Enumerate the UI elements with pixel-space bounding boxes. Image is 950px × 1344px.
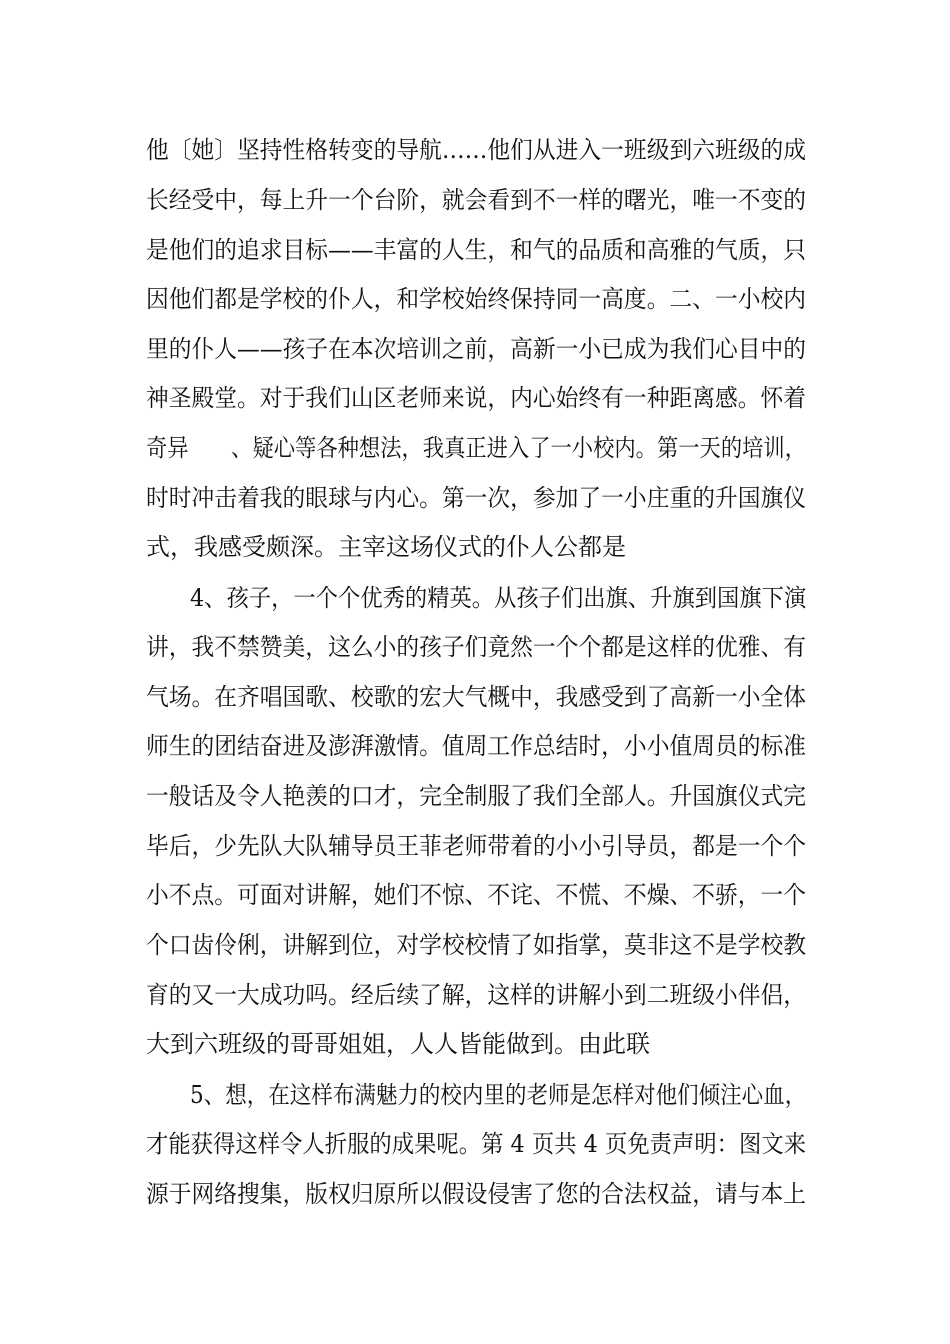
text-line: 一般话及令人艳羡的口才，完全制服了我们全部人。升国旗仪式完 <box>146 782 806 810</box>
text-line: 因他们都是学校的仆人，和学校始终保持同一高度。二、一小校内 <box>146 285 806 313</box>
text-line: 长经受中，每上升一个台阶，就会看到不一样的曙光，唯一不变的 <box>146 186 806 214</box>
text-line: 讲，我不禁赞美，这么小的孩子们竟然一个个都是这样的优雅、有 <box>146 633 806 661</box>
text-line: 是他们的追求目标——丰富的人生，和气的品质和高雅的气质，只 <box>146 236 806 264</box>
text-line: 他〔她〕坚持性格转变的导航……他们从进入一班级到六班级的成 <box>146 136 806 164</box>
paragraph-start-line: 4、孩子，一个个优秀的精英。从孩子们出旗、升旗到国旗下演 <box>190 584 807 612</box>
text-line: 源于网络搜集，版权归原所以假设侵害了您的合法权益，请与本上 <box>146 1180 806 1208</box>
text-line: 毕后，少先队大队辅导员王菲老师带着的小小引导员，都是一个个 <box>146 832 806 860</box>
text-line: 奇异 、疑心等各种想法，我真正进入了一小校内。第一天的培训， <box>146 434 806 462</box>
text-line: 小不点。可面对讲解，她们不惊、不诧、不慌、不燥、不骄，一个 <box>146 881 806 909</box>
text-line: 气场。在齐唱国歌、校歌的宏大气概中，我感受到了高新一小全体 <box>146 683 806 711</box>
text-line: 大到六班级的哥哥姐姐，人人皆能做到。由此联 <box>146 1030 650 1058</box>
text-line: 时时冲击着我的眼球与内心。第一次，参加了一小庄重的升国旗仪 <box>146 484 806 512</box>
text-line: 师生的团结奋进及澎湃激情。值周工作总结时，小小值周员的标准 <box>146 732 806 760</box>
text-line: 才能获得这样令人折服的成果呢。第 4 页共 4 页免责声明：图文来 <box>146 1130 807 1158</box>
text-line: 育的又一大成功吗。经后续了解，这样的讲解小到二班级小伴侣， <box>146 981 806 1009</box>
paragraph-start-line: 5、想，在这样布满魅力的校内里的老师是怎样对他们倾注心血， <box>190 1081 807 1109</box>
text-line: 神圣殿堂。对于我们山区老师来说，内心始终有一种距离感。怀着 <box>146 384 806 412</box>
text-line: 式，我感受颇深。主宰这场仪式的仆人公都是 <box>146 533 626 561</box>
text-line: 里的仆人——孩子在本次培训之前，高新一小已成为我们心目中的 <box>146 335 806 363</box>
text-line: 个口齿伶俐，讲解到位，对学校校情了如指掌，莫非这不是学校教 <box>146 931 806 959</box>
